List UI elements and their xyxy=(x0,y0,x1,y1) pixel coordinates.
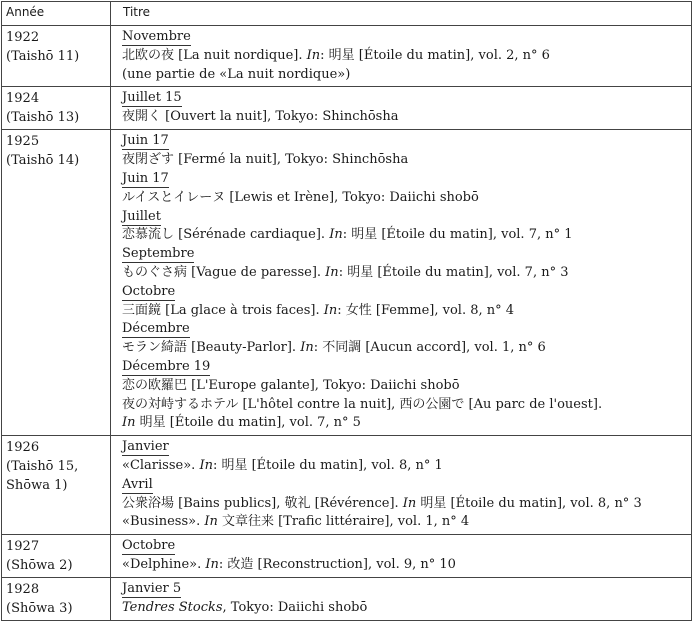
entry-line xyxy=(122,556,687,575)
entry-date: Juin 17 xyxy=(122,133,169,149)
year-line: (Taishō 13) xyxy=(6,110,80,126)
entry-line xyxy=(122,457,687,476)
text-segment: «Delphine». xyxy=(122,556,206,572)
year-line: (Shōwa 3) xyxy=(6,601,73,617)
text-segment: «Clarisse». xyxy=(122,457,200,473)
year-line: 1922 xyxy=(6,30,40,45)
year-cell xyxy=(2,26,111,87)
text-segment: ルイスとイレーヌ [Lewis et Irène], Tokyo: Daiichi shobō xyxy=(122,189,479,205)
date-line xyxy=(122,537,687,556)
text-segment: 公衆浴場 [Bains publics], 敬礼 [Révérence]. xyxy=(122,495,403,511)
entry-date: Octobre xyxy=(122,538,176,554)
entry-date: Décembre 19 xyxy=(122,358,211,374)
text-segment: , Tokyo: Daiichi shobō xyxy=(222,599,368,615)
year-line: 1925 xyxy=(6,134,40,150)
text-segment: : 明星 [Étoile du matin], vol. 8, n° 1 xyxy=(212,457,443,473)
date-line xyxy=(122,170,687,189)
entry-date: Juin 17 xyxy=(122,170,169,186)
entry-line xyxy=(122,513,687,532)
date-line xyxy=(122,245,687,264)
italic-segment: In xyxy=(402,495,417,511)
entry-line xyxy=(122,47,687,66)
entries-cell xyxy=(111,535,692,578)
year-line: (Taishō 15, xyxy=(6,459,79,475)
entry-line xyxy=(122,226,687,245)
text-segment: 北欧の夜 [La nuit nordique]. xyxy=(122,47,307,63)
date-line xyxy=(122,580,687,599)
year-cell xyxy=(2,578,111,621)
date-line xyxy=(122,358,687,377)
entry-line xyxy=(122,302,687,321)
entry-date: Juillet xyxy=(122,208,161,224)
year-cell xyxy=(2,130,111,436)
entry-date: Janvier 5 xyxy=(122,581,182,597)
year-line: (Taishō 11) xyxy=(6,49,80,64)
year-line: Shōwa 1) xyxy=(6,478,68,494)
header-title: Titre xyxy=(111,2,692,26)
entry-date: Décembre xyxy=(122,321,190,337)
entries-cell xyxy=(111,26,692,87)
text-segment: : 改造 [Reconstruction], vol. 9, n° 10 xyxy=(218,556,456,572)
text-segment: 夜の対峙するホテル [L'hôtel contre la nuit], 西の公園で [Au parc de l'ouest]. xyxy=(122,396,603,412)
year-line: (Shōwa 2) xyxy=(6,558,73,574)
entry-line xyxy=(122,108,687,127)
header-year: Année xyxy=(2,2,111,26)
text-segment: 夜閉ざす [Fermé la nuit], Tokyo: Shinchōsha xyxy=(122,152,409,168)
text-segment: : 不同調 [Aucun accord], vol. 1, n° 6 xyxy=(313,340,546,356)
italic-segment: Tendres Stocks xyxy=(122,599,223,615)
entry-line xyxy=(122,264,687,283)
entry-line xyxy=(122,189,687,208)
year-line: 1924 xyxy=(6,91,40,107)
text-segment: «Business». xyxy=(122,514,205,530)
italic-segment: In xyxy=(325,264,339,280)
year-cell xyxy=(2,535,111,578)
table-row xyxy=(2,436,692,535)
text-segment: 夜開く [Ouvert la nuit], Tokyo: Shinchōsha xyxy=(122,109,399,125)
date-line xyxy=(122,132,687,151)
date-line xyxy=(122,283,687,302)
table-row xyxy=(2,87,692,130)
text-segment: : 明星 [Étoile du matin], vol. 7, n° 3 xyxy=(338,264,569,280)
text-segment: : 女性 [Femme], vol. 8, n° 4 xyxy=(337,302,515,318)
table-row xyxy=(2,535,692,578)
italic-segment: In xyxy=(122,415,136,431)
text-segment: ものぐさ病 [Vague de paresse]. xyxy=(122,264,326,280)
entries-cell xyxy=(111,130,692,436)
italic-segment: In xyxy=(306,47,321,63)
date-line xyxy=(122,89,687,108)
italic-segment: In xyxy=(323,302,338,318)
entry-line xyxy=(122,599,687,618)
entries-cell xyxy=(111,578,692,621)
date-line xyxy=(122,28,687,47)
year-line: (Taishō 14) xyxy=(6,153,80,169)
table-row xyxy=(2,130,692,436)
table-row xyxy=(2,578,692,621)
italic-segment: In xyxy=(205,556,219,572)
text-segment: 明星 [Étoile du matin], vol. 7, n° 5 xyxy=(135,415,361,431)
entries-cell xyxy=(111,87,692,130)
year-line: 1926 xyxy=(6,440,40,456)
text-segment: 文章往来 [Trafic littéraire], vol. 1, n° 4 xyxy=(217,514,470,530)
entry-date: Octobre xyxy=(122,283,176,299)
text-segment: (une partie de «La nuit nordique») xyxy=(122,66,351,82)
entry-date: Avril xyxy=(122,476,153,492)
italic-segment: In xyxy=(204,514,218,530)
year-line: 1928 xyxy=(6,582,40,598)
entry-date: Janvier xyxy=(122,439,169,455)
year-cell xyxy=(2,436,111,535)
year-line: 1927 xyxy=(6,539,40,555)
text-segment: : 明星 [Étoile du matin], vol. 7, n° 1 xyxy=(342,227,573,243)
date-line xyxy=(122,208,687,227)
entry-line xyxy=(122,414,687,433)
entry-line xyxy=(122,377,687,396)
entry-line xyxy=(122,66,687,85)
date-line xyxy=(122,438,687,457)
entry-line xyxy=(122,495,687,514)
entry-line xyxy=(122,396,687,415)
entry-date: Juillet 15 xyxy=(122,90,182,106)
italic-segment: In xyxy=(300,340,314,356)
entry-date: Novembre xyxy=(122,29,191,44)
entry-date: Septembre xyxy=(122,246,195,262)
text-segment: モラン綺語 [Beauty-Parlor]. xyxy=(122,340,301,356)
text-segment: 三面鏡 [La glace à trois faces]. xyxy=(122,302,324,318)
bibliography-table xyxy=(1,1,692,621)
text-segment: 恋の欧羅巴 [L'Europe galante], Tokyo: Daiichi shobō xyxy=(122,377,460,393)
year-cell xyxy=(2,87,111,130)
text-segment: : 明星 [Étoile du matin], vol. 2, n° 6 xyxy=(320,47,550,63)
italic-segment: In xyxy=(199,457,213,473)
date-line xyxy=(122,476,687,495)
entry-line xyxy=(122,339,687,358)
text-segment: 恋慕流し [Sérénade cardiaque]. xyxy=(122,227,330,243)
table-row xyxy=(2,26,692,87)
text-segment: 明星 [Étoile du matin], vol. 8, n° 3 xyxy=(416,495,642,511)
date-line xyxy=(122,320,687,339)
table-body xyxy=(2,26,692,621)
italic-segment: In xyxy=(329,227,343,243)
entries-cell xyxy=(111,436,692,535)
header-row xyxy=(2,2,692,26)
entry-line xyxy=(122,151,687,170)
